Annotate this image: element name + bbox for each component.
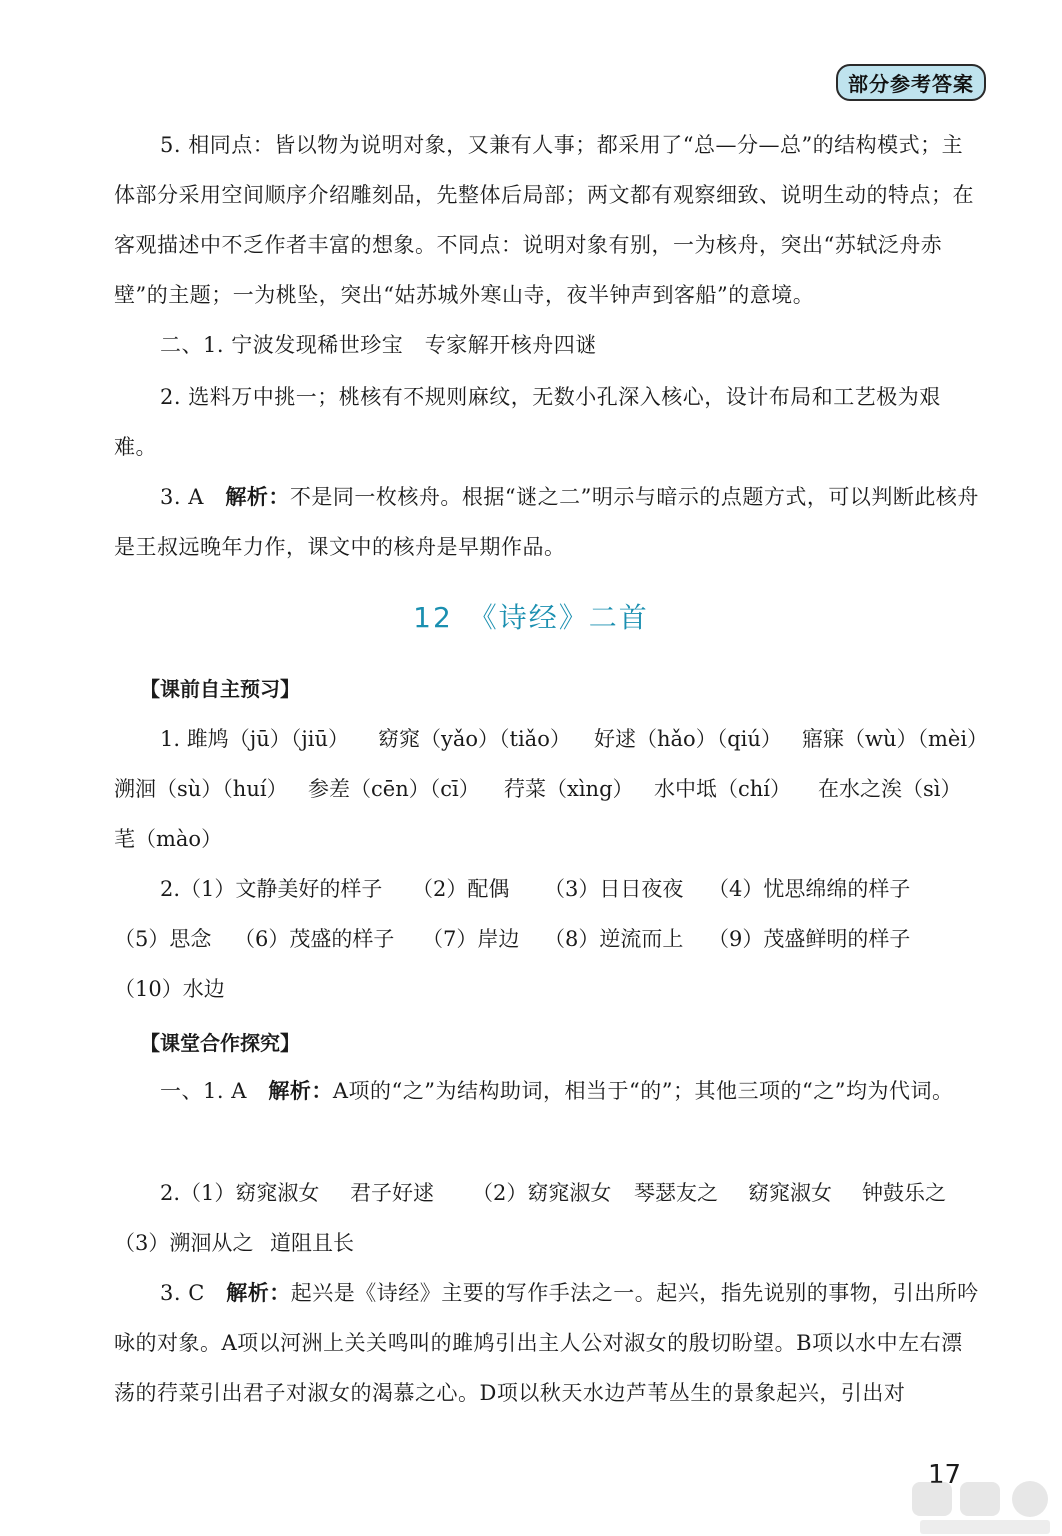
list-item: 在水之涘（sì）	[818, 777, 962, 801]
list-item: （4）忧思绵绵的样子	[708, 877, 911, 901]
list-item: 水中坻（chí）	[654, 777, 792, 801]
list-item: （2）窈窕淑女	[472, 1181, 612, 1205]
list-item: 好逑（hǎo）（qiú）	[594, 727, 782, 751]
list-item: 荇菜（xìng）	[504, 777, 634, 801]
list-item: （8）逆流而上	[544, 927, 684, 951]
pinyin-row-3	[114, 814, 994, 864]
section-heading-preview: 【课前自主预习】	[140, 677, 300, 701]
answer-2-1: 二、1. 宁波发现稀世珍宝 专家解开核舟四谜	[160, 333, 597, 357]
list-item: （5）思念	[114, 927, 212, 951]
list-item: 钟鼓乐之	[862, 1181, 946, 1205]
list-item: 窈窕（yǎo）（tiǎo）	[378, 727, 571, 751]
list-item: （3）溯洄从之	[114, 1231, 254, 1255]
list-item: （6）茂盛的样子	[234, 927, 395, 951]
list-item: 溯洄（sù）（huí）	[114, 777, 288, 801]
list-item: 芼（mào）	[114, 827, 223, 851]
answer-2-3: 3. A 解析：不是同一枚核舟。根据“谜之二”明示与暗示的点题方式，可以判断此核舟是王叔远晚年力作，课文中的核舟是早期作品。	[114, 485, 979, 559]
answer-2-2: 2. 选料万中挑一；桃核有不规则麻纹，无数小孔深入核心，设计布局和工艺极为艰难。	[114, 385, 941, 459]
question-1: 一、1. A 解析：A项的“之”为结构助词，相当于“的”；其他三项的“之”均为代词。	[160, 1079, 954, 1103]
definition-row-2	[114, 914, 994, 964]
answer-5-paragraph: 5. 相同点：皆以物为说明对象，又兼有人事；都采用了“总—分—总”的结构模式；主体部分采用空间顺序介绍雕刻品，先整体后局部；两文都有观察细致、说明生动的特点；在客观描述中不乏作者丰富的想象。不同点：说明对象有别，一为核舟，突出“苏轼泛舟赤壁”的主题；一为桃坠，突出“姑苏城外寒山寺，夜半钟声到客船”的意境。	[114, 133, 974, 307]
question-3: 3. C 解析：起兴是《诗经》主要的写作手法之一。起兴，指先说别的事物，引出所吟咏的对象。A项以河洲上关关鸣叫的雎鸠引出主人公对淑女的殷切盼望。B项以水中左右漂荡的荇菜引出君子对淑女的渴慕之心。D项以秋天水边芦苇丛生的景象起兴，引出对	[114, 1281, 979, 1405]
definition-row-3	[114, 964, 994, 1014]
list-item: 寤寐（wù）（mèi）	[802, 727, 989, 751]
question-2-row-1	[114, 1168, 994, 1218]
list-item: （10）水边	[114, 977, 225, 1001]
list-item: 窈窕淑女	[748, 1181, 832, 1205]
page-number: 17	[928, 1460, 962, 1490]
section-heading-explore: 【课堂合作探究】	[140, 1031, 300, 1055]
pinyin-row-1	[114, 714, 994, 764]
list-item: （2）配偶	[412, 877, 510, 901]
list-item: 1. 雎鸠（jū）（jiū）	[160, 727, 349, 751]
list-item: 君子好逑	[350, 1181, 434, 1205]
list-item: 道阻且长	[270, 1231, 354, 1255]
list-item: 琴瑟友之	[634, 1181, 718, 1205]
list-item: 2.（1）文静美好的样子	[160, 877, 383, 901]
question-2-row-2	[114, 1218, 994, 1268]
section-badge: 部分参考答案	[836, 64, 986, 101]
pinyin-row-2	[114, 764, 994, 814]
list-item: （7）岸边	[422, 927, 520, 951]
list-item: 参差（cēn）（cī）	[308, 777, 480, 801]
lesson-title: 12 《诗经》二首	[413, 601, 649, 634]
watermark-logo-icon	[910, 1478, 1060, 1536]
list-item: 2.（1）窈窕淑女	[160, 1181, 320, 1205]
definition-row-1	[114, 864, 994, 914]
list-item: （3）日日夜夜	[544, 877, 684, 901]
list-item: （9）茂盛鲜明的样子	[708, 927, 911, 951]
